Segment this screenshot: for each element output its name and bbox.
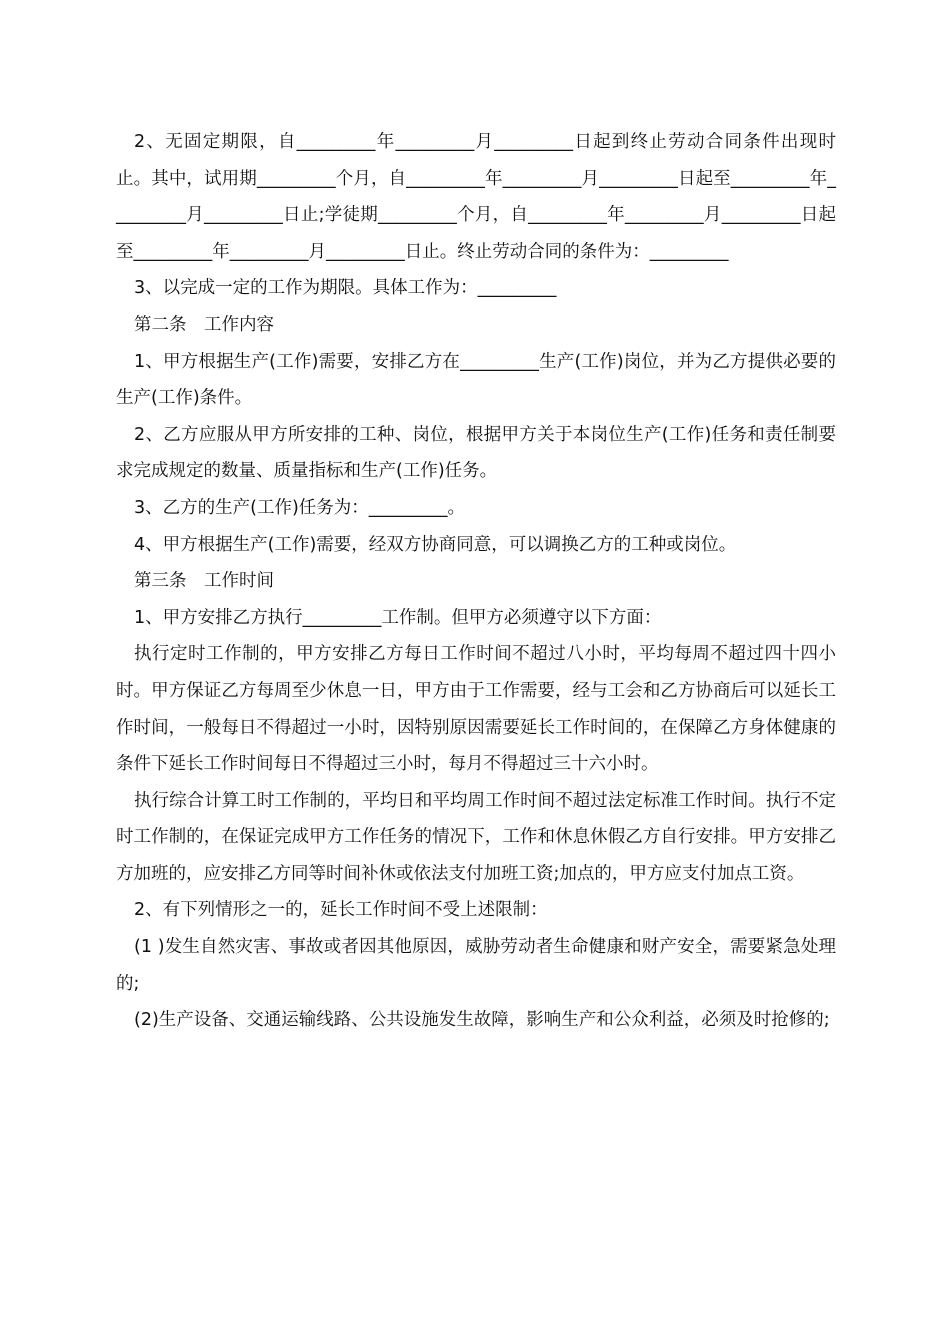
paragraph-exception-1: (1 )发生自然灾害、事故或者因其他原因，威胁劳动者生命健康和财产安全，需要紧急处理的; [116,937,836,994]
paragraph-standard-hours: 执行定时工作制的，甲方安排乙方每日工作时间不超过八小时，平均每周不超过四十四小时。甲方保证乙方每周至少休息一日，甲方由于工作需要，经与工会和乙方协商后可以延长工作时间，一般每日不得超过一小时，因特别原因需要延长工作时间的，在保障乙方身体健康的条件下延长工作时间每日不得超过三小时，每月不得超过三十六小时。 [116,644,836,775]
paragraph-fixed-term: 2、无固定期限，自_________年_________月_________日起到终止劳动合同条件出现时止。其中，试用期_________个月，自_________年_________月_________日起至_________年_________月_________日止;学徒期_________个月，自_________年_________月_________日起至_________年_________月_________日止。终止劳动合同的条件为：_________ [116,132,836,262]
heading-article-3: 第三条 工作时间 [134,571,274,592]
paragraph-exception-2: (2)生产设备、交通运输线路、公共设施发生故障，影响生产和公众利益，必须及时抢修的; [134,1010,830,1031]
paragraph-article-3-item-1: 1、甲方安排乙方执行_________工作制。但甲方必须遵守以下方面： [134,607,662,628]
paragraph-task-term: 3、以完成一定的工作为期限。具体工作为：_________ [134,278,557,299]
heading-article-2: 第二条 工作内容 [134,314,274,335]
paragraph-article-2-item-3: 3、乙方的生产(工作)任务为：_________。 [134,497,466,518]
paragraph-article-2-item-4: 4、甲方根据生产(工作)需要，经双方协商同意，可以调换乙方的工种或岗位。 [134,534,737,555]
paragraph-article-2-item-2: 2、乙方应服从甲方所安排的工种、岗位，根据甲方关于本岗位生产(工作)任务和责任制要求完成规定的数量、质量指标和生产(工作)任务。 [116,424,836,482]
paragraph-comprehensive-hours: 执行综合计算工时工作制的，平均日和平均周工作时间不超过法定标准工作时间。执行不定时工作制的，在保证完成甲方工作任务的情况下，工作和休息休假乙方自行安排。甲方安排乙方加班的，应安排乙方同等时间补休或依法支付加班工资;加点的，甲方应支付加点工资。 [116,790,836,884]
contract-body [116,124,836,1039]
paragraph-article-3-item-2: 2、有下列情形之一的，延长工作时间不受上述限制： [134,900,548,921]
paragraph-article-2-item-1: 1、甲方根据生产(工作)需要，安排乙方在_________生产(工作)岗位，并为乙方提供必要的生产(工作)条件。 [116,351,836,409]
